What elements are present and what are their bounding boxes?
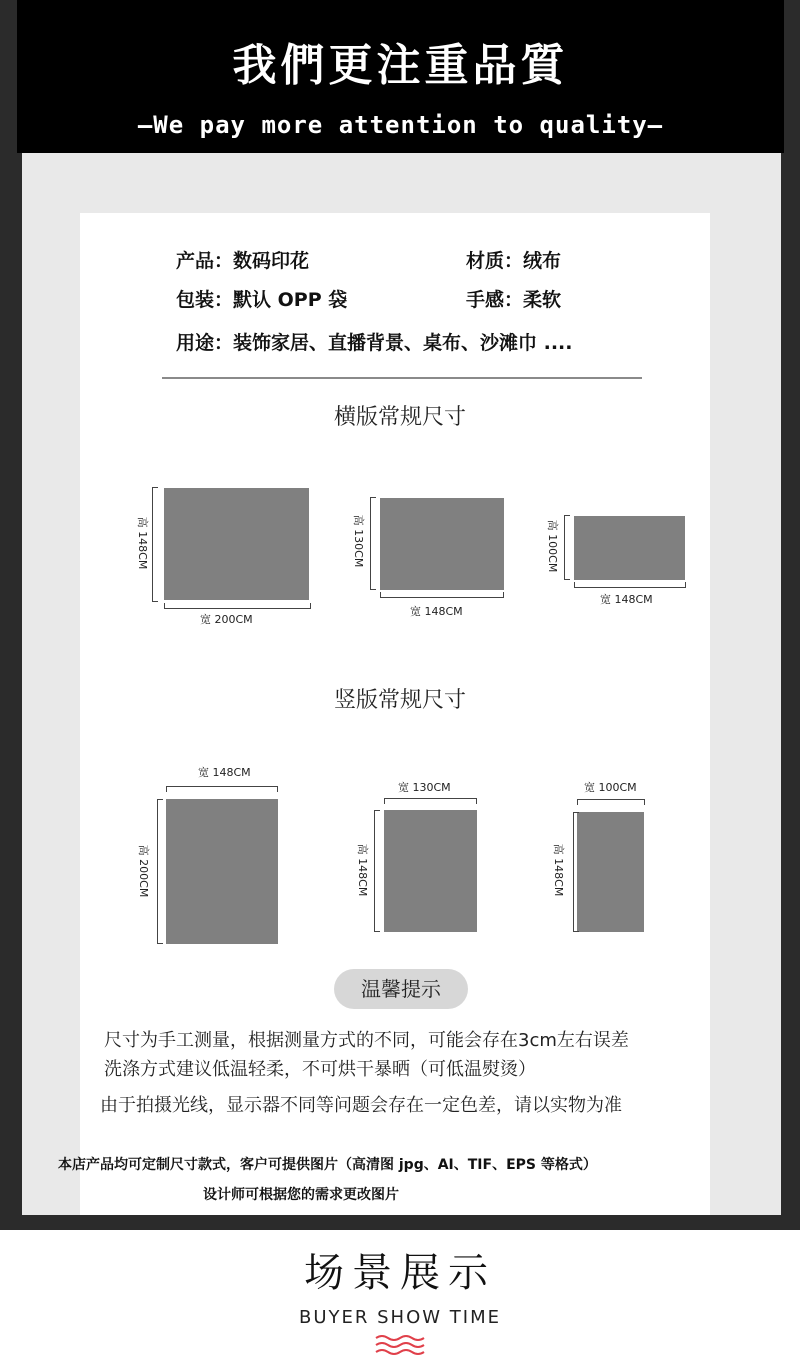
wave-decoration-icon (374, 1334, 428, 1356)
portrait-swatch-1 (166, 799, 278, 944)
portrait-height-label-1: 高 200CM (137, 844, 150, 898)
footer-subtitle: BUYER SHOW TIME (299, 1307, 501, 1328)
landscape-sizes-title: 横版常规尺寸 (333, 405, 466, 430)
guide-tick (384, 798, 385, 804)
height-guide (152, 487, 153, 602)
portrait-width-label-1: 宽 148CM (198, 766, 251, 779)
portrait-height-label-3: 高 148CM (552, 843, 565, 897)
tip-line-3: 由于拍摄光线，显示器不同等问题会存在一定色差，请以实物为准 (100, 1095, 622, 1116)
guide-tick (166, 786, 167, 792)
guide-tick (374, 931, 380, 932)
footer (0, 1230, 800, 1366)
portrait-width-label-2: 宽 130CM (398, 781, 451, 794)
landscape-height-label-1: 高 148CM (136, 516, 149, 570)
custom-note-1: 本店产品均可定制尺寸款式，客户可提供图片（高清图 jpg、AI、TIF、EPS 等格式） (58, 1157, 597, 1173)
landscape-height-label-2: 高 130CM (352, 514, 365, 568)
guide-tick (644, 799, 645, 805)
portrait-swatch-2 (384, 810, 477, 932)
guide-tick (380, 592, 381, 598)
custom-note-2: 设计师可根据您的需求更改图片 (203, 1187, 399, 1203)
header-title: 我們更注重品質 (232, 40, 569, 91)
guide-tick (685, 582, 686, 588)
portrait-sizes-title: 竖版常规尺寸 (333, 688, 466, 713)
tips-badge: 温馨提示 (334, 969, 468, 1009)
guide-tick (152, 487, 158, 488)
guide-tick (370, 589, 376, 590)
guide-tick (476, 798, 477, 804)
header-subtitle: —We pay more attention to quality— (137, 111, 664, 139)
landscape-width-label-3: 宽 148CM (600, 593, 653, 606)
width-guide (166, 786, 278, 787)
height-guide (370, 497, 371, 590)
guide-tick (573, 812, 579, 813)
width-guide (380, 597, 504, 598)
guide-tick (157, 943, 163, 944)
header-banner (17, 0, 784, 153)
material: 材质：绒布 (466, 250, 562, 272)
hand-feel: 手感：柔软 (466, 289, 562, 311)
guide-tick (152, 601, 158, 602)
height-guide (374, 810, 375, 932)
usage: 用途：装饰家居、直播背景、桌布、沙滩巾 .... (176, 332, 573, 354)
guide-tick (370, 497, 376, 498)
height-guide (564, 515, 565, 580)
width-guide (164, 608, 311, 609)
landscape-width-label-1: 宽 200CM (200, 613, 253, 626)
guide-tick (503, 592, 504, 598)
guide-tick (564, 579, 570, 580)
tip-line-2: 洗涤方式建议低温轻柔，不可烘干暴晒（可低温熨烫） (104, 1059, 536, 1080)
landscape-width-label-2: 宽 148CM (410, 605, 463, 618)
width-guide (577, 799, 645, 800)
landscape-swatch-2 (380, 498, 504, 590)
landscape-swatch-1 (164, 488, 309, 600)
landscape-swatch-3 (574, 516, 685, 580)
portrait-height-label-2: 高 148CM (356, 843, 369, 897)
guide-tick (157, 799, 163, 800)
tip-line-1: 尺寸为手工测量，根据测量方式的不同，可能会存在3cm左右误差 (104, 1030, 629, 1051)
footer-title: 场景展示 (304, 1250, 496, 1296)
height-guide (157, 799, 158, 944)
width-guide (384, 798, 477, 799)
guide-tick (573, 931, 579, 932)
guide-tick (310, 603, 311, 609)
width-guide (574, 587, 686, 588)
portrait-width-label-3: 宽 100CM (584, 781, 637, 794)
guide-tick (577, 799, 578, 805)
guide-tick (277, 786, 278, 792)
divider (162, 377, 642, 379)
portrait-swatch-3 (577, 812, 644, 932)
guide-tick (574, 582, 575, 588)
guide-tick (374, 810, 380, 811)
height-guide (573, 812, 574, 932)
product-type: 产品：数码印花 (176, 250, 310, 272)
packaging: 包装：默认 OPP 袋 (176, 289, 348, 311)
landscape-height-label-3: 高 100CM (546, 519, 559, 573)
guide-tick (164, 603, 165, 609)
guide-tick (564, 515, 570, 516)
